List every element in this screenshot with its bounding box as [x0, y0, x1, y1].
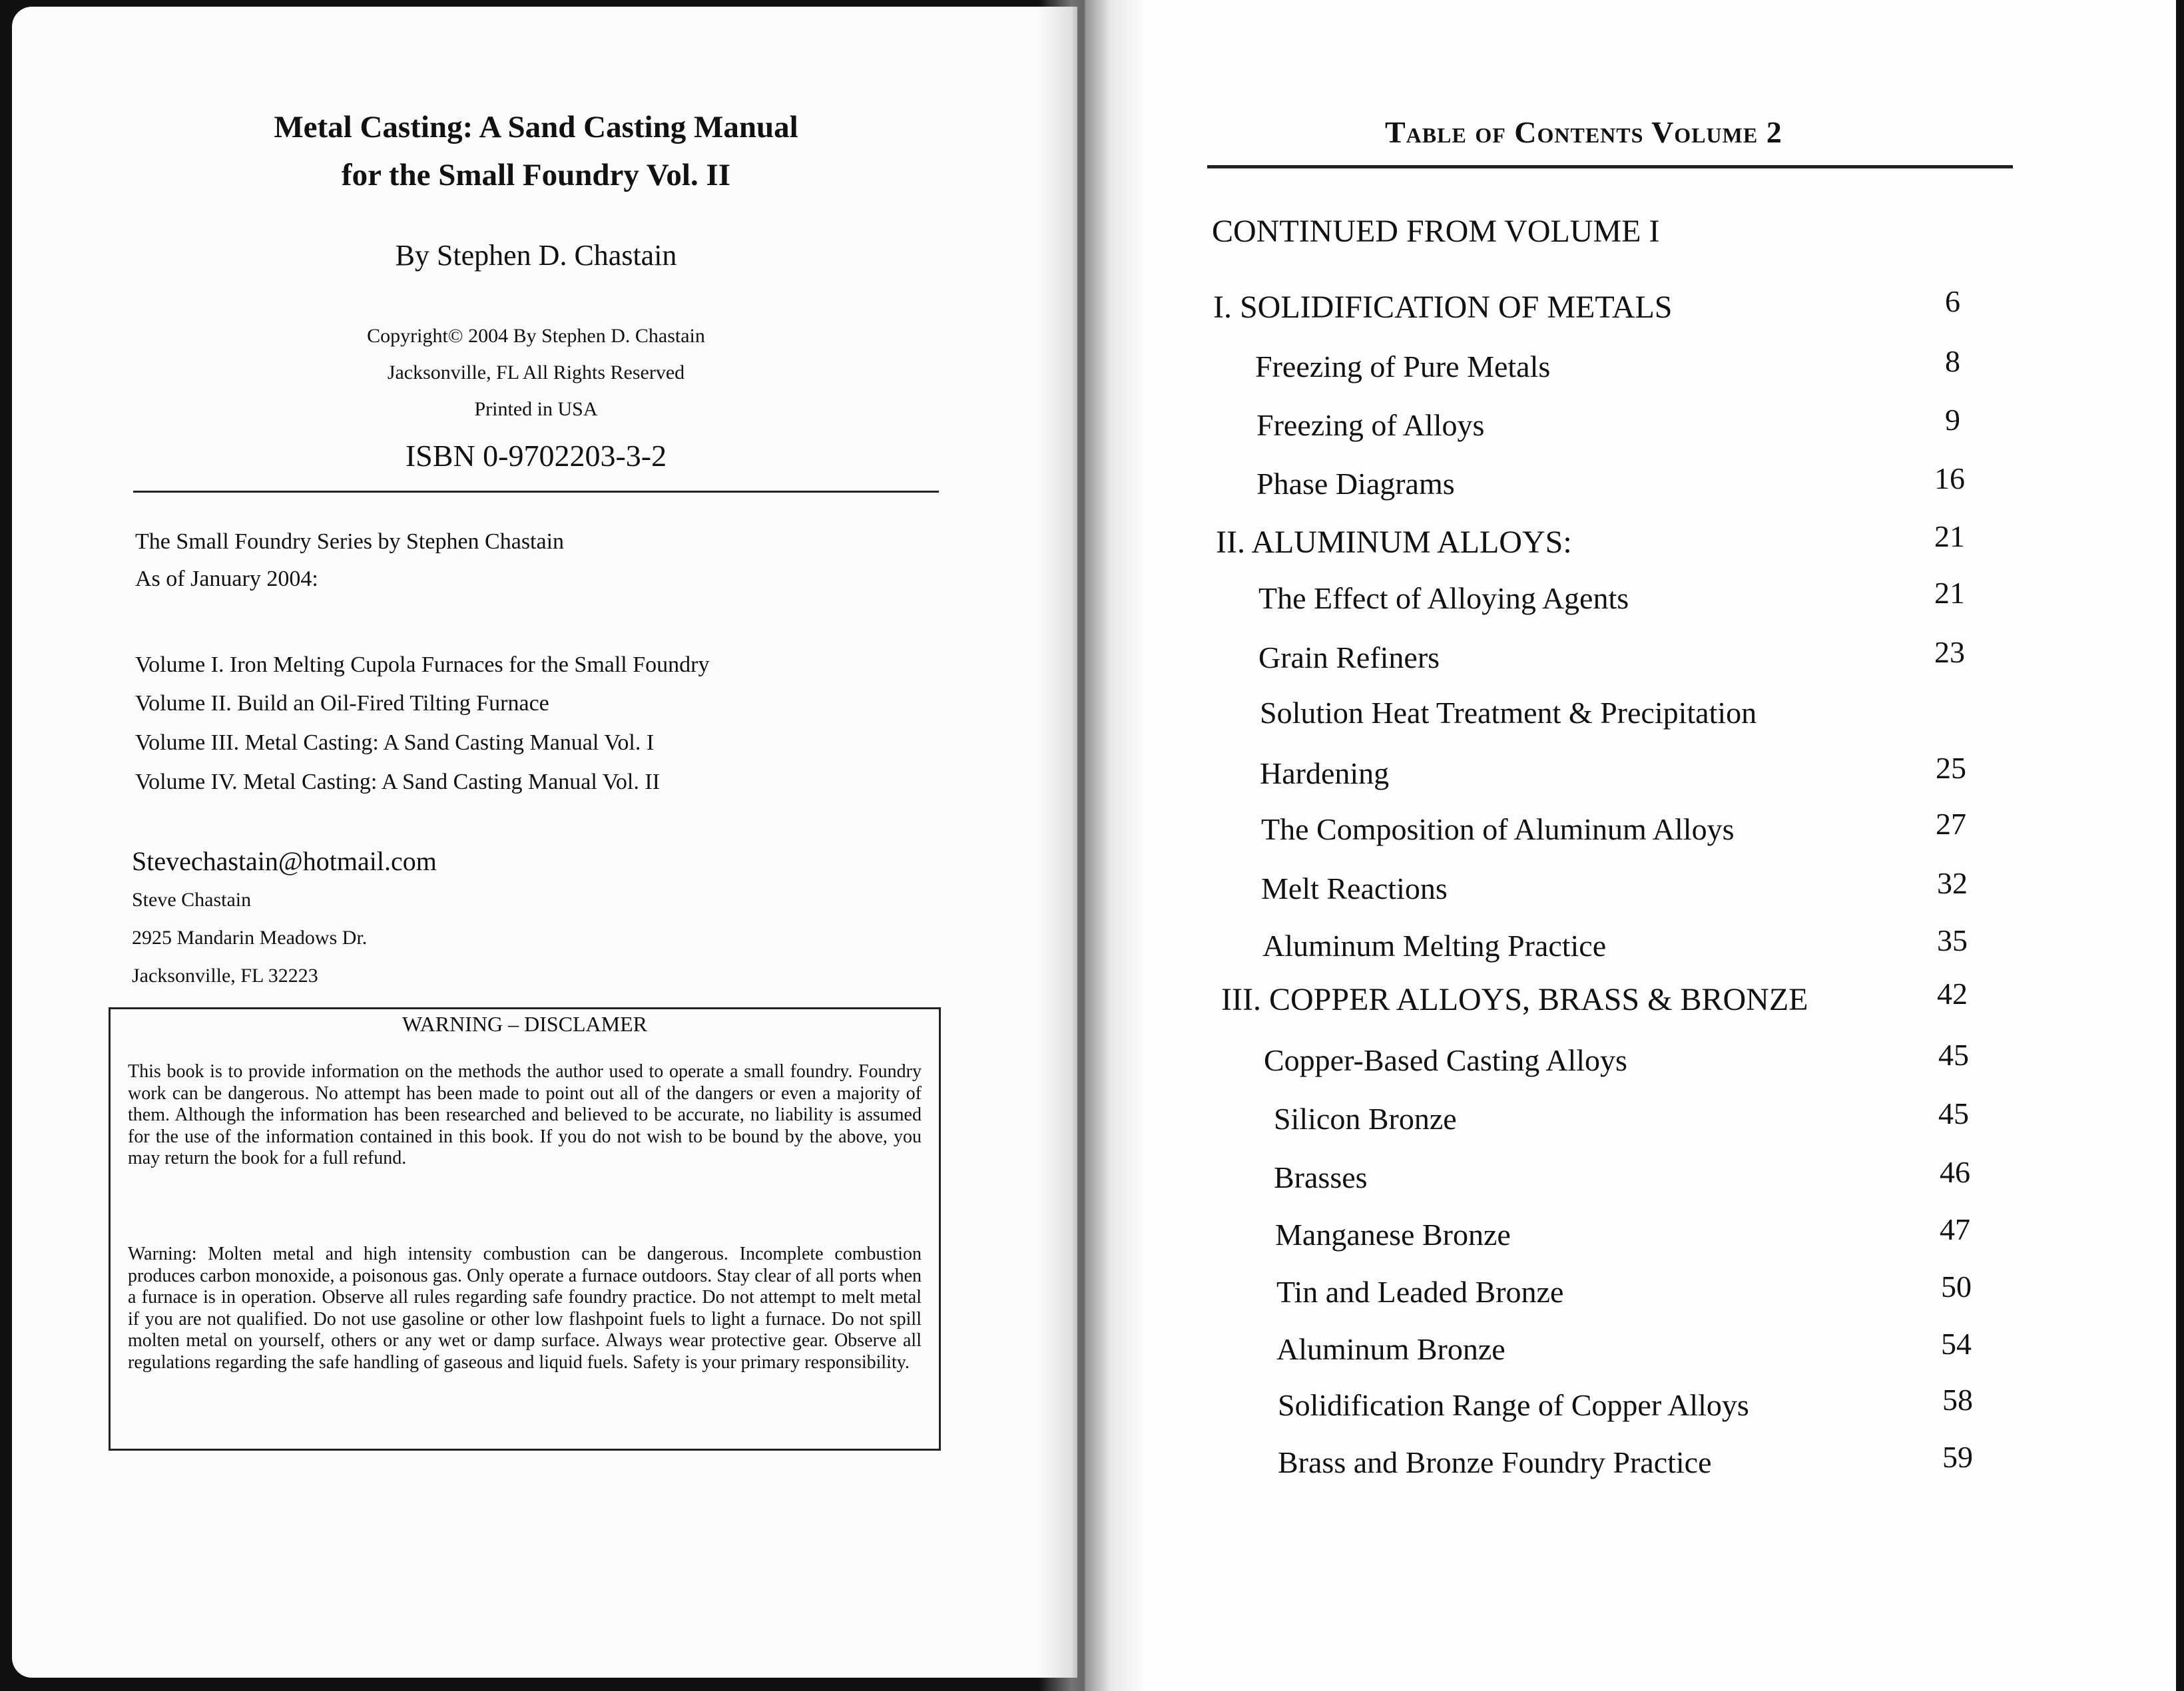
- toc-entry-label: Tin and Leaded Bronze: [1276, 1275, 1564, 1309]
- toc-entry-label: Silicon Bronze: [1274, 1102, 1457, 1136]
- toc-title: Table of Contents Volume 2: [1385, 115, 1782, 149]
- toc-entry-label: Brasses: [1274, 1160, 1368, 1194]
- volume-item: Volume II. Build an Oil-Fired Tilting Furnace: [135, 691, 549, 716]
- toc-entry-label: Solution Heat Treatment & Precipitation: [1260, 696, 1757, 730]
- toc-entry[interactable]: [1262, 923, 1968, 968]
- toc-entry-label: The Effect of Alloying Agents: [1258, 581, 1629, 615]
- toc-entry-label: I. SOLIDIFICATION OF METALS: [1213, 290, 1673, 325]
- toc-entry-page: 50: [1941, 1270, 1972, 1304]
- toc-entry[interactable]: [1258, 576, 1965, 620]
- toc-entry-page: 25: [1936, 751, 1966, 785]
- author-email: Stevechastain@hotmail.com: [132, 846, 437, 876]
- toc-entry-label: Aluminum Melting Practice: [1262, 929, 1607, 963]
- toc-entry[interactable]: [1213, 284, 1960, 329]
- toc-entry[interactable]: [1260, 751, 1966, 796]
- copyright-location: Jacksonville, FL All Rights Reserved: [387, 362, 685, 383]
- toc-entry-label: II. ALUMINUM ALLOYS:: [1216, 525, 1572, 560]
- toc-entry-label: Freezing of Alloys: [1256, 408, 1485, 442]
- toc-entry-label: Freezing of Pure Metals: [1255, 350, 1551, 383]
- toc-entry[interactable]: [1275, 1212, 1970, 1257]
- divider-rule: [133, 491, 939, 493]
- toc-entry-label: Grain Refiners: [1258, 640, 1440, 674]
- warning-paragraph-2: Warning: Molten metal and high intensity combustion can be dangerous. Incomplete combustion produces carbon monoxide, a poisonous gas. Only operate a furnace outdoors. Stay clear of all ports when a furnace is in operation. Observe all rules regarding safe foundry practice. Do not attempt to melt metal if you are not qualified. Do not use gasoline or other low flashpoint fuels to light a furnace. Do not spill molten metal on yourself, others or any wet or damp surface. Always wear protective gear. Observe all regulations regarding the safe handling of gaseous and liquid fuels. Safety is your primary responsibility.: [128, 1244, 922, 1373]
- toc-entry-page: 54: [1941, 1327, 1972, 1361]
- series-intro-line-2: As of January 2004:: [135, 567, 318, 591]
- toc-entry-label: Aluminum Bronze: [1276, 1332, 1505, 1366]
- isbn: ISBN 0-9702203-3-2: [405, 439, 667, 473]
- toc-entry-label: Manganese Bronze: [1275, 1218, 1511, 1252]
- toc-continued-heading: CONTINUED FROM VOLUME I: [1212, 214, 1660, 249]
- copyright-line: Copyright© 2004 By Stephen D. Chastain: [367, 325, 705, 347]
- toc-entry-page: 42: [1937, 977, 1968, 1011]
- toc-entry[interactable]: [1278, 1440, 1973, 1485]
- toc-entry-label: Melt Reactions: [1261, 871, 1448, 905]
- toc-entry[interactable]: [1260, 695, 1965, 735]
- toc-entry[interactable]: [1276, 1270, 1972, 1314]
- printed-in: Printed in USA: [474, 398, 598, 420]
- toc-entry-page: 23: [1934, 635, 1965, 669]
- book-title: [133, 103, 939, 199]
- toc-entry-page: 59: [1942, 1440, 1973, 1474]
- series-intro-line-1: The Small Foundry Series by Stephen Chastain: [135, 529, 565, 554]
- toc-entry[interactable]: [1276, 1327, 1972, 1371]
- toc-entry-page: 45: [1938, 1038, 1969, 1072]
- volume-item: Volume III. Metal Casting: A Sand Casting Manual Vol. I: [135, 730, 655, 755]
- warning-title: WARNING – DISCLAMER: [402, 1012, 647, 1036]
- toc-entry-label: Phase Diagrams: [1256, 467, 1455, 501]
- toc-divider-rule: [1207, 165, 2013, 168]
- book-author: By Stephen D. Chastain: [395, 239, 677, 272]
- toc-entry-label: III. COPPER ALLOYS, BRASS & BRONZE: [1221, 982, 1808, 1017]
- toc-entry[interactable]: [1274, 1096, 1969, 1141]
- toc-entry-page: 27: [1936, 807, 1966, 841]
- toc-entry[interactable]: [1221, 977, 1968, 1021]
- toc-entry-label: Solidification Range of Copper Alloys: [1278, 1388, 1749, 1422]
- book-title-line-1: Metal Casting: A Sand Casting Manual: [274, 110, 798, 144]
- toc-entry-label: Copper-Based Casting Alloys: [1264, 1043, 1627, 1077]
- toc-entry[interactable]: [1264, 1038, 1969, 1083]
- gutter-shadow-right: [1084, 0, 1144, 1691]
- toc-entry-page: 46: [1940, 1155, 1970, 1189]
- toc-entry-page: 9: [1945, 403, 1960, 437]
- toc-entry-page: 47: [1940, 1212, 1970, 1246]
- toc-entry-page: 21: [1934, 519, 1965, 553]
- toc-entry[interactable]: [1255, 344, 1960, 389]
- address-street: 2925 Mandarin Meadows Dr.: [132, 927, 368, 949]
- toc-entry-page: 6: [1945, 284, 1960, 318]
- toc-entry-page: 58: [1942, 1383, 1973, 1417]
- toc-entry-page: 8: [1945, 344, 1960, 378]
- warning-paragraph-1: This book is to provide information on the methods the author used to operate a small foundry. Foundry work can be dangerous. No attempt has been made to point out all of the dangers or even a majority of them. Although the information has been researched and believed to be accurate, no liability is assumed for the use of the information contained in this book. If you do not wish to be bound by the above, you may return the book for a full refund.: [128, 1061, 922, 1168]
- toc-entry[interactable]: [1261, 807, 1966, 851]
- toc-entry-page: 16: [1934, 461, 1965, 495]
- toc-entry[interactable]: [1261, 866, 1968, 911]
- toc-entry[interactable]: [1256, 403, 1960, 447]
- toc-entry-page: 35: [1937, 923, 1968, 957]
- toc-entry[interactable]: [1256, 461, 1965, 506]
- toc-entry[interactable]: [1274, 1155, 1970, 1200]
- toc-entry[interactable]: [1258, 635, 1965, 680]
- warning-box: [109, 1007, 941, 1451]
- toc-entry[interactable]: [1278, 1383, 1973, 1427]
- toc-entry[interactable]: [1216, 519, 1965, 564]
- address-city: Jacksonville, FL 32223: [132, 965, 318, 987]
- toc-entry-page: 32: [1937, 866, 1968, 900]
- toc-entry-label: Hardening: [1260, 756, 1390, 790]
- book-title-line-2: for the Small Foundry Vol. II: [341, 158, 731, 192]
- gutter-shadow-left: [1039, 0, 1085, 1691]
- volume-item: Volume IV. Metal Casting: A Sand Casting Manual Vol. II: [135, 770, 660, 794]
- toc-entry-page: 21: [1934, 576, 1965, 610]
- address-name: Steve Chastain: [132, 889, 252, 911]
- volume-item: Volume I. Iron Melting Cupola Furnaces for the Small Foundry: [135, 652, 710, 677]
- toc-entry-label: Brass and Bronze Foundry Practice: [1278, 1445, 1712, 1479]
- toc-entry-label: The Composition of Aluminum Alloys: [1261, 812, 1735, 846]
- toc-entry-page: 45: [1938, 1096, 1969, 1130]
